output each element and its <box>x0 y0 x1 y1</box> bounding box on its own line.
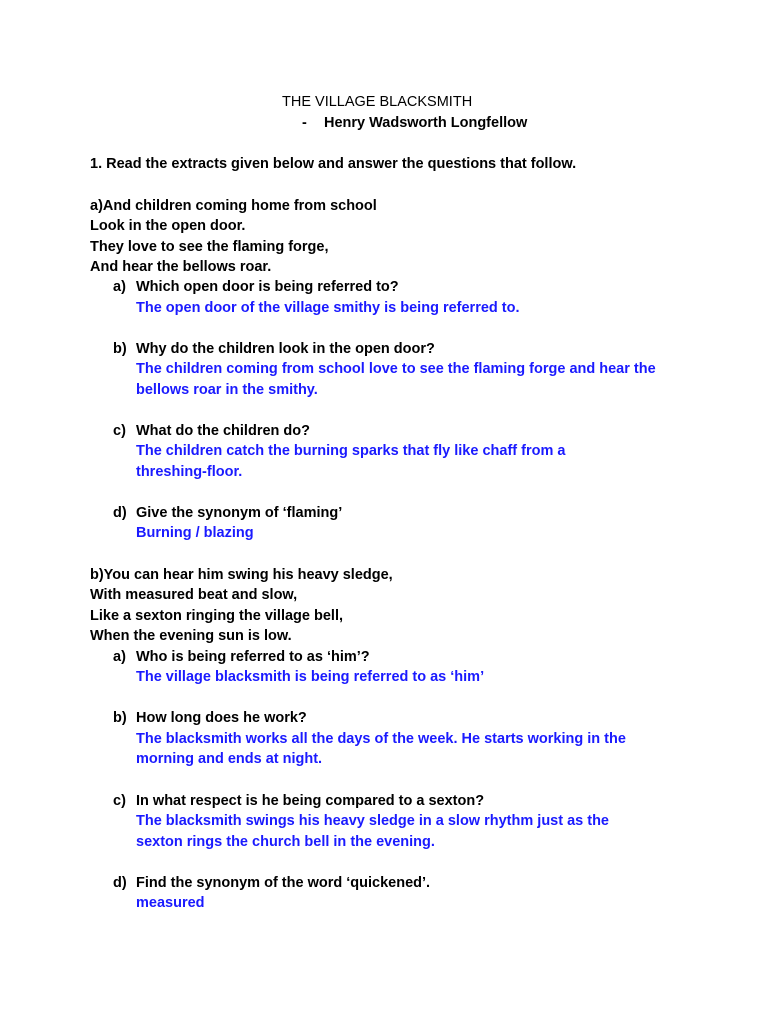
stanza-line: Look in the open door. <box>90 218 246 234</box>
question <box>113 874 430 892</box>
question <box>113 792 484 810</box>
question-label: a) <box>113 649 126 665</box>
question <box>113 422 310 440</box>
question-label: c) <box>113 423 126 439</box>
question <box>113 278 399 296</box>
author-dash: - <box>302 115 307 131</box>
answer-line: threshing-floor. <box>136 464 243 480</box>
answer-line: The blacksmith swings his heavy sledge in a slow rhythm just as the <box>136 813 609 829</box>
question-label: a) <box>113 279 126 295</box>
question-text: What do the children do? <box>136 423 310 439</box>
stanza-line: They love to see the flaming forge, <box>90 239 329 255</box>
question-text: In what respect is he being compared to a sexton? <box>136 793 485 809</box>
question-text: Who is being referred to as ‘him’? <box>136 649 370 665</box>
stanza-line: And hear the bellows roar. <box>90 259 272 275</box>
question-label: d) <box>113 875 127 891</box>
instruction: 1. Read the extracts given below and answer the questions that follow. <box>90 156 577 172</box>
question-text: Which open door is being referred to? <box>136 279 399 295</box>
question-text: Give the synonym of ‘flaming’ <box>136 505 343 521</box>
question-label: b) <box>113 710 127 726</box>
stanza-line: Like a sexton ringing the village bell, <box>90 608 344 624</box>
answer-line: The children coming from school love to see the flaming forge and hear the <box>136 361 656 377</box>
question-label: b) <box>113 341 127 357</box>
author-name: Henry Wadsworth Longfellow <box>324 115 528 131</box>
poem-author <box>302 114 527 132</box>
answer-line: The blacksmith works all the days of the week. He starts working in the <box>136 731 626 747</box>
question <box>113 340 435 358</box>
stanza-line: When the evening sun is low. <box>90 628 292 644</box>
answer-line: measured <box>136 895 205 911</box>
answer-line: morning and ends at night. <box>136 751 323 767</box>
question-label: d) <box>113 505 127 521</box>
stanza-line: b)You can hear him swing his heavy sledge, <box>90 567 393 583</box>
question <box>113 504 342 522</box>
stanza-line: With measured beat and slow, <box>90 587 298 603</box>
question <box>113 648 370 666</box>
question-label: c) <box>113 793 126 809</box>
question-text: Find the synonym of the word ‘quickened’. <box>136 875 431 891</box>
answer-line: sexton rings the church bell in the evening. <box>136 834 435 850</box>
answer-line: The open door of the village smithy is being referred to. <box>136 300 520 316</box>
answer-line: bellows roar in the smithy. <box>136 382 318 398</box>
stanza-line: a)And children coming home from school <box>90 198 377 214</box>
poem-title: THE VILLAGE BLACKSMITH <box>282 94 473 110</box>
answer-line: The village blacksmith is being referred to as ‘him’ <box>136 669 485 685</box>
answer-line: The children catch the burning sparks that fly like chaff from a <box>136 443 566 459</box>
question <box>113 709 307 727</box>
answer-line: Burning / blazing <box>136 525 254 541</box>
question-text: Why do the children look in the open door? <box>136 341 435 357</box>
question-text: How long does he work? <box>136 710 307 726</box>
